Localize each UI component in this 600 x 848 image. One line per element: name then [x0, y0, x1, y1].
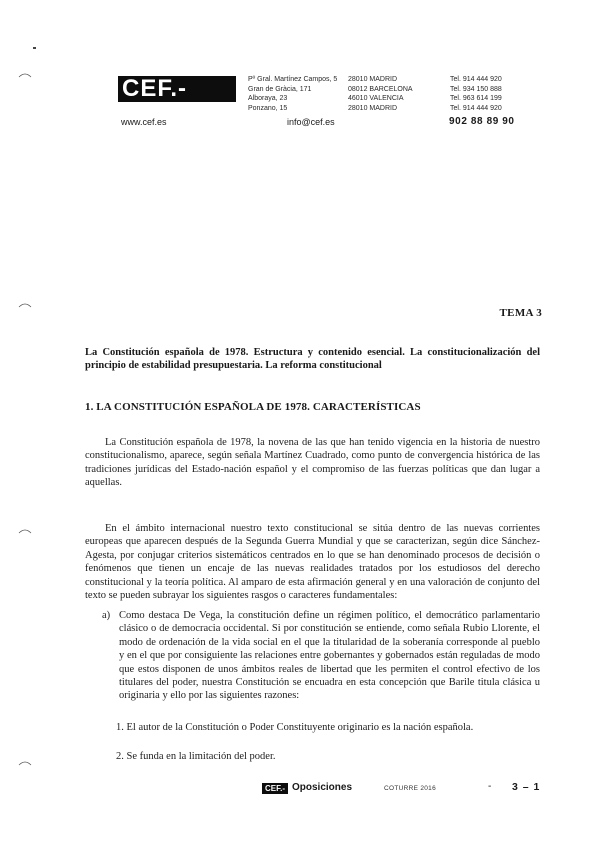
address-phone: Tel. 914 444 920	[450, 104, 502, 112]
address-streets	[248, 75, 337, 113]
paragraph: La Constitución española de 1978, la novena de las que han tenido vigencia en la historia de nuestro constitucionalismo, aparece, según señala Martínez Cuadrado, como punto de convergencia histórica de las tradiciones jurídicas del Estado-nación español y el compromiso de las fuerzas políticas que dan lugar a aquellas.	[85, 437, 540, 489]
footer-brand: Oposiciones	[292, 782, 353, 793]
document-title: La Constitución española de 1978. Estructura y contenido esencial. La constitucionalización del principio de estabilidad presupuestaria. La reforma constitucional	[85, 347, 540, 371]
list-item-text: Como destaca De Vega, la constitución define un régimen político, el democrático parlamentario clásico o de democracia occidental. Si por constitución se entiende, como señala Rubio Llorente, el modo de ordenación de la vida social en el que la titularidad de la soberanía corresponde al pueblo y en el que por consiguiente las relaciones entre gobernantes y gobernados están reguladas de modo que estos disponen de unos ámbitos reales de libertad que les permiten el control efectivo de los titulares del poder, nuestra Constitución se encuadra en esta concepción que Barile titula clásica u originaria y ello por las siguientes razones:	[119, 610, 540, 702]
section-heading: 1. LA CONSTITUCIÓN ESPAÑOLA DE 1978. CARACTERÍSTICAS	[85, 401, 421, 413]
address-phones	[450, 75, 502, 113]
address-phone: Tel. 914 444 920	[450, 76, 502, 83]
scan-mark	[18, 528, 32, 534]
address-street: Pº Gral. Martínez Campos, 5	[248, 76, 338, 83]
page-number: 3 – 1	[512, 781, 541, 793]
scan-speck	[33, 47, 36, 49]
footer-code: COTURRE 2016	[384, 785, 437, 792]
address-street: Alboraya, 23	[248, 95, 288, 102]
numbered-item: 1. El autor de la Constitución o Poder Constituyente originario es la nación española.	[116, 722, 474, 733]
address-city: 46010 VALENCIA	[348, 95, 404, 102]
scan-mark	[18, 302, 32, 308]
address-phone: Tel. 934 150 888	[450, 85, 502, 93]
email-link[interactable]: info@cef.es	[287, 117, 335, 127]
address-street: Gran de Gràcia, 171	[248, 85, 312, 93]
footer-dash: -	[488, 781, 492, 792]
list-marker: a)	[102, 610, 111, 621]
footer-cef-logo: CEF.-	[262, 783, 288, 794]
paragraph: En el ámbito internacional nuestro texto constitucional se sitúa dentro de las nuevas corrientes europeas que aparecen después de la Segunda Guerra Mundial y que se caracterizan, según dice Sánchez-Agesta, por conjugar criterios sistemáticos centrados en lo que se han denominado procesos de decisión o fenómenos que tienen un encaje de las nuevas realidades tratados por los estudiosos del derecho constitucional y la teoría política. Al amparo de esta afirmación general y en una valoración de conjunto del texto se pueden subrayar los siguientes rasgos o caracteres fundamentales:	[85, 523, 540, 602]
list-item-a	[102, 609, 540, 703]
scan-mark	[18, 72, 32, 78]
cef-logo: CEF.-	[118, 76, 236, 102]
website-link[interactable]: www.cef.es	[121, 117, 167, 127]
scan-mark	[18, 760, 32, 766]
address-city: 28010 MADRID	[348, 104, 398, 112]
address-city: 28010 MADRID	[348, 76, 398, 83]
address-phone: Tel. 963 614 199	[450, 95, 502, 102]
numbered-item: 2. Se funda en la limitación del poder.	[116, 751, 276, 762]
address-city: 08012 BARCELONA	[348, 85, 413, 93]
address-cities	[348, 75, 413, 113]
address-street: Ponzano, 15	[248, 104, 288, 112]
main-phone: 902 88 89 90	[449, 116, 515, 127]
tema-label: TEMA 3	[499, 307, 542, 319]
